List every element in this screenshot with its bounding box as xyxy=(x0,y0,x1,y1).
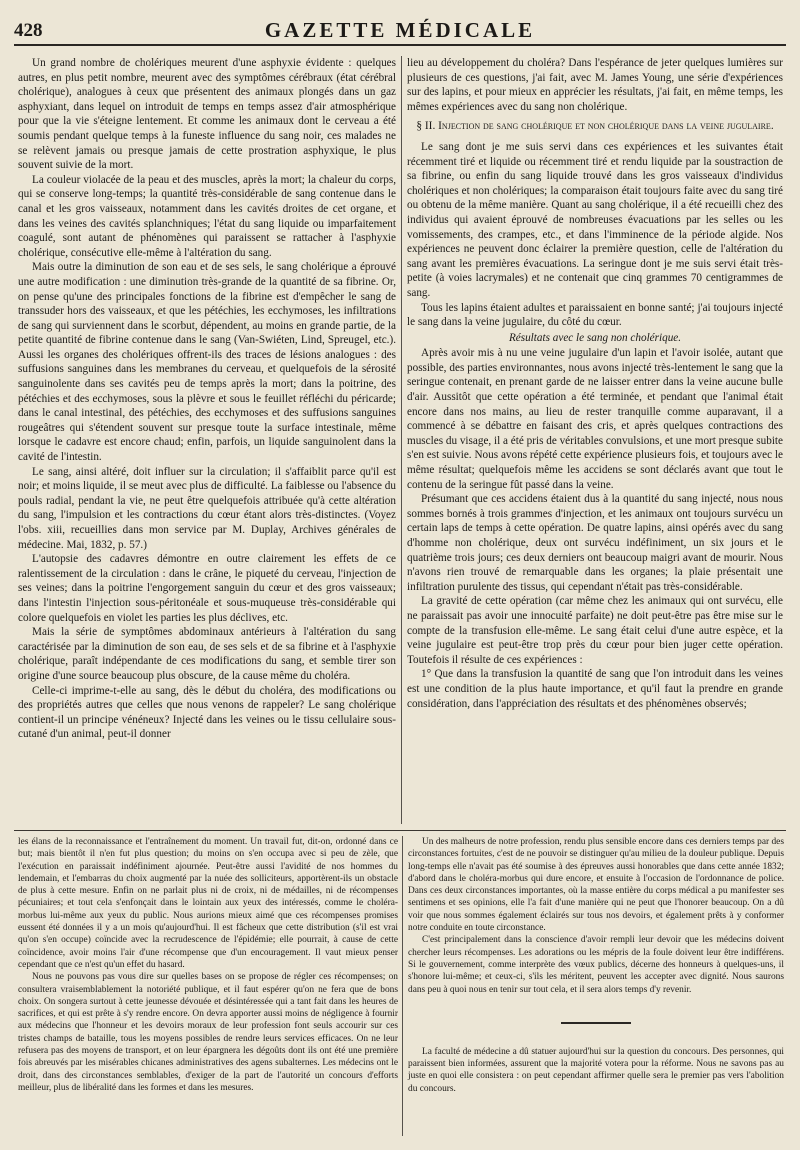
paragraph: Nous ne pouvons pas vous dire sur quelles bases on se propose de régler ces récompenses; on consultera vraisemblablement la notoriété publique, et il faut espérer qu'on ne fera que de bons choix. On songera surtout à cette jeunesse dévouée et désintéressée qui a tant fait dans les heures de sacrifices, et qui est prête à s'y rendre encore. On devra apporter aussi moins de négligence à fournir aux médecins que l'honneur et les devoirs moraux de leur profession font seuls accourir sur ces tristes champs de bataille, tous les moyens possibles de rendre leurs services efficaces. On ne leur refusera pas des moyens de transport, et on leur épargnera les dégoûts dont ils ont été une première fois abreuvés par les misérables chicanes administratives des agens subalternes. Les médecins ont le droit, dans des circonstances semblables, d'exiger de la part de l'autorité un concours d'efforts meilleur, plus de libéralité dans les formes et dans les mesures. xyxy=(18,972,398,1093)
paragraph: Tous les lapins étaient adultes et paraissaient en bonne santé; j'ai toujours injecté le sang dans la veine jugulaire, du côté du cœur. xyxy=(407,301,783,329)
paragraph: Le sang dont je me suis servi dans ces expériences et les suivantes était récemment tiré et liquide ou récemment tiré et rendu liquide par la soustraction de sa fibrine, ou enfin du sang liquide trouvé dans les gros vaisseaux d'individus cholériques et non cholériques; la comparaison était toujours faite avec du sang tiré ou obtenu de la même manière. Quant au sang cholérique, il a été recueilli chez des individus qui avaient éprouvé de nombreuses évacuations par les selles ou les vomissements, des crampes, etc., et dans l'imminence de la période algide. Nos expériences ne peuvent donc éclairer la première question, celle de l'altération du sang avant les premières évacuations. La seringue dont je me suis servi était très-petite (à voies lacrymales) et ne contenait que cinq grammes 70 centigrammes de sang. xyxy=(407,140,783,299)
page-number: 428 xyxy=(14,20,43,41)
paragraph: La faculté de médecine a dû statuer aujourd'hui sur la question du concours. Des personnes, qui paraissent bien informées, assurent que la majorité votera pour la réforme. Nous ne savons pas au juste en quoi elle consistera : on peut cependant affirmer quelle sera le premier pas vers l'abolition du concours. xyxy=(408,1046,784,1094)
paragraph: Un des malheurs de notre profession, rendu plus sensible encore dans ces derniers temps par des circonstances fortuites, c'est de ne pouvoir se distinguer qu'au milieu de la douleur publique. Depuis long-temps elle n'avait pas été soumise à des épreuves aussi honorables que dans cette année 1832; d'abord dans le choléra-morbus qui dure encore, et ensuite à l'occasion de l'ordonnance de police. Dans ces deux circonstances importantes, où la masse entière du corps médical a pu manifester ses sentimens et ses opinions, elle l'a fait d'une manière qui ne peut que l'honorer beaucoup. On a dû voir que nous sommes également éclairés sur tous nos devoirs, et également prêts à y conformer notre conduite en toute circonstance. xyxy=(408,837,784,934)
paragraph: Un grand nombre de cholériques meurent d'une asphyxie évidente : quelques autres, en plus petit nombre, meurent avec des symptômes cérébraux (état cérébral cholérique), analogues à ceux que présentent des animaux plongés dans un gaz asphyxiant, dans lequel on introduit de temps en temps assez d'air atmosphérique pour que la vie s'éteigne lentement. Et comme les animaux dont le cerveau a été soumis pendant quelque temps à la funeste influence du sang noir, ces malades ne se relèvent jamais ou presque jamais de cette prostration asphyxique, le plus souvent suivie de la mort. xyxy=(18,57,396,172)
subheading: Résultats avec le sang non cholérique. xyxy=(508,331,682,344)
publication-title: GAZETTE MÉDICALE xyxy=(264,18,536,42)
bottom-right-column xyxy=(408,836,784,1136)
paragraph: La couleur violacée de la peau et des muscles, après la mort; la chaleur du corps, qui se conserve long-temps; la quantité très-considérable de sang contenue dans le canal et les gros vaisseaux, notamment dans les cavités droites de cet organe, et dans les veines des cavités splanchniques; l'état du sang liquide ou imparfaitement coagulé, sont autant de phénomènes qui paraissent se rattacher à l'asphyxie cholérique, consécutive elle-même à l'altération du sang. xyxy=(18,173,396,259)
left-column xyxy=(18,56,396,824)
paragraph: C'est principalement dans la conscience d'avoir rempli leur devoir que les médecins doivent chercher leurs récompenses. Les adorations ou les mépris de la foule doivent leur être indifférens. Si le gouvernement, comme interprète des vœux publics, décerne des honneurs à quelques-uns, il s'honore lui-même; et ceux-ci, s'ils les méritent, peuvent les accepter avec dignité. Nous saurons dans peu à quoi nous en tenir sur tout cela, et il sera alors temps d'y revenir. xyxy=(408,935,784,995)
bottom-left-column xyxy=(18,836,398,1136)
paragraph: La gravité de cette opération (car même chez les animaux qui ont survécu, elle ne paraissait pas avoir une innocuité parfaite) ne doit peut-être pas être mise sur le compte de la transfusion elle-même. Le sang était celui d'une autre espèce, et la veine jugulaire est peut-être trop près du cœur pour bien juger cette opération. Toutefois il résulte de ces expériences : xyxy=(407,595,783,666)
paragraph: Mais outre la diminution de son eau et de ses sels, le sang cholérique a éprouvé une autre modification : une diminution très-grande de la quantité de sa fibrine. Or, on pense qu'une des principales fonctions de la fibrine est d'empêcher le sang de transsuder hors des vaisseaux, et que les pétéchies, les ecchymoses, les infiltrations de sang qui surviennent dans le scorbut, dépendent, au moins en grande partie, de la petite quantité de fibrine contenue dans le sang (Van-Swiéten, Lind, Spreugel, etc.). Aussi les organes des cholériques offrent-ils des traces de lésions analogues : des suffusions sanguines dans les membranes du cerveau, et quelquefois de la sérosité sanguinolente dans ses cavités peu de temps après la mort; dans la poitrine, des pétéchies et des ecchymoses, sous la plèvre et sous le feuillet réfléchi du péricarde; dans le canal intestinal, des pétéchies, des ecchymoses et des suffusions sanguines rougeâtres qui s'étendent souvent sur presque toute la surface intestinale, même lorsque le cadavre est encore chaud; enfin, parfois, un liquide sanguinolent dans la cavité de l'intestin. xyxy=(18,261,396,464)
paragraph: lieu au développement du choléra? Dans l'espérance de jeter quelques lumières sur plusieurs de ces questions, j'ai fait, avec M. James Young, une série d'expériences sur des lapins, et pour mieux en apprécier les résultats, j'ai fait, en même temps, les mêmes expériences avec du sang non cholérique. xyxy=(407,57,783,113)
paragraph: L'autopsie des cadavres démontre en outre clairement les effets de ce ralentissement de la circulation : dans le crâne, le piqueté du cerveau, l'injection de ses veines; dans la poitrine l'engorgement sanguin du cœur et des gros vaisseaux; dans l'intestin l'injection sous-péritonéale et sous-muqueuse très-considérable qui colore quelquefois en violet les parties les plus déclives, etc. xyxy=(18,553,396,624)
paragraph: les élans de la reconnaissance et l'entraînement du moment. Un travail fut, dit-on, ordonné dans ce but; mais bientôt il n'en fut plus question; du moins on s'en occupa avec si peu de zèle, que l'exécution en paraissait indéfiniment ajournée. Peut-être aussi l'avidité de nos hommes du lendemain, et l'embarras du choix augmenté par la nuée des solliciteurs, apportèrent-ils un obstacle de plus à cette mesure. Enfin on ne parlait plus ni de croix, ni de médailles, ni de récompenses pécuniaires; et tout cela s'enfonçait dans le lointain aux yeux des intéressés, comme le choléra-morbus lui-même aux yeux du public. Nous aurions mieux aimé que ces récompenses promises eussent été données il y a un mois qu'aujourd'hui. Il est fâcheux que cette distribution (s'il est vrai qu'on s'en occupe) coïncide avec la recrudescence de l'épidémie; elle pourrait, à cause de cette coïncidence, avoir moins l'air d'une récompense que d'un encouragement. Il vaut mieux penser cependant que ce n'est qu'un effet du hasard. xyxy=(18,837,398,970)
section-heading: § II. Injection de sang cholérique et non cholérique dans la veine jugulaire. xyxy=(416,120,774,133)
right-column xyxy=(407,56,783,824)
paragraph: Celle-ci imprime-t-elle au sang, dès le début du choléra, des modifications ou des propriétés autres que celles que nous venons de rappeler? Le sang cholérique contient-il un principe vénéneux? Injecté dans les veines ou le tissu cellulaire sous-cutané d'un animal, peut-il donner xyxy=(18,684,396,741)
paragraph: Présumant que ces accidens étaient dus à la quantité du sang injecté, nous nous sommes bornés à trois grammes d'injection, et les animaux ont toujours survécu un certain laps de temps à cette opération. De quatre lapins, ainsi opérés avec du sang d'homme non cholérique, deux ont survécu indéfiniment, un six jours et le quatrième trois jours; ces deux derniers ont beaucoup maigri avant de mourir. Nous n'avons rien trouvé de remarquable dans les organes; la plaie présentait une infiltration purulente des tissus, qui cependant n'était pas très-considérable. xyxy=(407,493,783,593)
column-divider xyxy=(401,56,402,824)
column-divider xyxy=(402,836,403,1136)
page-header xyxy=(14,14,786,46)
paragraph: Mais la série de symptômes abdominaux antérieurs à l'altération du sang caractérisée par la diminution de son eau, de ses sels et de sa fibrine et à l'asphyxie cholérique, paraît indépendante de ces modifications du sang, et semble tirer son origine d'une source beaucoup plus obscure, de la cause même du choléra. xyxy=(18,626,396,682)
feuilleton-divider xyxy=(14,830,786,831)
paragraph: 1° Que dans la transfusion la quantité de sang que l'on introduit dans les veines est une condition de la plus haute importance, et qu'il faut la prendre en grande considération, dans l'appréciation des résultats et des phénomènes observés; xyxy=(407,668,783,710)
paragraph: Le sang, ainsi altéré, doit influer sur la circulation; il s'affaiblit parce qu'il est noir; et moins liquide, il se meut avec plus de difficulté. La faiblesse ou l'absence du pouls radial, pendant la vie, ne peut être quelquefois attribuée qu'à cette altération du sang, l'impulsion et les contractions du cœur étant alors très-distinctes. (Voyez l'obs. xiii, recueillies dans mon service par M. Duplay, Archives générales de médecine. Mai, 1832, p. 57.) xyxy=(18,465,396,551)
paragraph: Après avoir mis à nu une veine jugulaire d'un lapin et l'avoir isolée, autant que possible, des parties environnantes, nous avons injecté très-lentement le sang que la seringue contenait, en prenant garde de ne laisser entrer dans la veine aucune bulle d'air. Aussitôt que cette opération a été terminée, et pendant que l'animal était encore dans nos mains, au lieu de rester tranquille comme auparavant, il a commencé à se débattre en faisant des cris, et après quelques contractions des muscles du visage, il a été pris de véritables convulsions, et une mort presque subite s'en est suivie. Nous avons répété cette expérience plusieurs fois, et toujours avec le même résultat; quelquefois même les accidens se sont déclarés avant que tout le contenu de la seringue fût passé dans la veine. xyxy=(407,347,783,491)
separator-rule xyxy=(561,1022,631,1024)
